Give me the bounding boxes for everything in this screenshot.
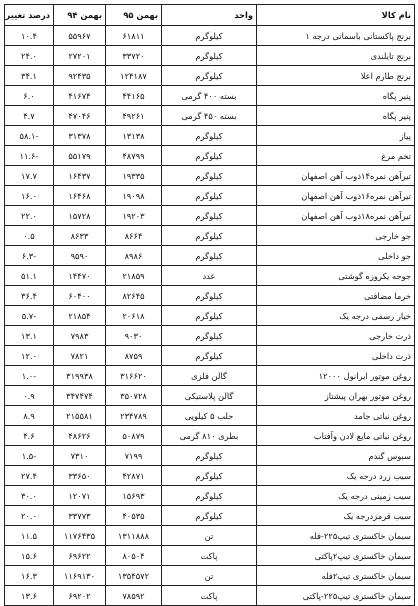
cell-price-95: ۸۲۶۴۵ (106, 286, 162, 306)
cell-unit: گالن پلاستیکی (162, 386, 257, 406)
cell-name: برنج تایلندی (257, 46, 415, 66)
cell-price-94: ۱۱۶۹۱۳۰ (54, 566, 106, 586)
cell-name: سیب زمینی درجه یک (257, 486, 415, 506)
cell-change: ۳۰.۰ (5, 486, 54, 506)
cell-price-94: ۱۲۰۷۱ (54, 486, 106, 506)
cell-price-94: ۶۹۲۰۲ (54, 586, 106, 606)
cell-price-94: ۳۳۶۵۰ (54, 466, 106, 486)
cell-price-95: ۶۱۸۱۱ (106, 26, 162, 46)
cell-unit: بطری ۸۱۰ گرمی (162, 426, 257, 446)
cell-price-95: ۱۵۶۹۳ (106, 486, 162, 506)
cell-unit: کیلوگرم (162, 486, 257, 506)
cell-price-94: ۱۶۴۶۸ (54, 186, 106, 206)
cell-name: پنیر پگاه (257, 106, 415, 126)
cell-name: جو داخلی (257, 246, 415, 266)
cell-name: تیرآهن نمره۱۸ذوب آهن اصفهان (257, 206, 415, 226)
header-price-94: بهمن ۹۴ (54, 5, 106, 26)
cell-price-94: ۶۰۴۰۰ (54, 286, 106, 306)
cell-change: ۰.۵ (5, 226, 54, 246)
cell-price-94: ۳۳۷۷۳ (54, 506, 106, 526)
cell-name: پیاز (257, 126, 415, 146)
cell-unit: بسته ۴۵۰ گرمی (162, 106, 257, 126)
cell-price-95: ۲۳۴۷۸۹ (106, 406, 162, 426)
cell-change: ۱۰.۴ (5, 26, 54, 46)
table-row (5, 486, 415, 506)
header-change: درصد تغییر (5, 5, 54, 26)
table-row (5, 206, 415, 226)
table-row (5, 306, 415, 326)
table-body (5, 26, 415, 606)
cell-unit: کیلوگرم (162, 46, 257, 66)
cell-price-95: ۸۶۶۴ (106, 226, 162, 246)
cell-change: ۰.۹ (5, 386, 54, 406)
cell-unit: پاکت (162, 586, 257, 606)
cell-change: -۵۸.۱ (5, 126, 54, 146)
cell-name: خرما مضافتی (257, 286, 415, 306)
cell-change: ۱۶.۳ (5, 566, 54, 586)
cell-price-95: ۱۹۲۰۳ (106, 206, 162, 226)
cell-name: ذرت خارجی (257, 326, 415, 346)
table-row (5, 346, 415, 366)
cell-unit: کیلوگرم (162, 146, 257, 166)
cell-price-94: ۷۳۱۰ (54, 446, 106, 466)
cell-price-94: ۹۵۹۰ (54, 246, 106, 266)
cell-change: -۱.۰ (5, 366, 54, 386)
table-row (5, 106, 415, 126)
cell-unit: کیلوگرم (162, 246, 257, 266)
cell-unit: کیلوگرم (162, 286, 257, 306)
cell-price-94: ۱۱۷۶۴۳۵ (54, 526, 106, 546)
cell-name: خیار رسمی درجه یک (257, 306, 415, 326)
header-unit: واحد (162, 5, 257, 26)
cell-unit: کیلوگرم (162, 326, 257, 346)
cell-price-94: ۴۱۶۷۴ (54, 86, 106, 106)
cell-name: سیب زرد درجه یک (257, 466, 415, 486)
cell-change: ۲۲.۰ (5, 206, 54, 226)
cell-price-94: ۴۸۶۲۶ (54, 426, 106, 446)
cell-unit: تن (162, 526, 257, 546)
cell-name: برنج پاکستانی باسماتی درجه ۱ (257, 26, 415, 46)
cell-change: ۱۵.۶ (5, 546, 54, 566)
cell-change: ۱۶.۰ (5, 186, 54, 206)
table-row (5, 66, 415, 86)
table-row (5, 286, 415, 306)
cell-price-95: ۴۹۲۶۱ (106, 106, 162, 126)
cell-price-95: ۲۰۶۱۸ (106, 306, 162, 326)
cell-price-95: ۱۹۰۹۸ (106, 186, 162, 206)
cell-name: تخم مرغ (257, 146, 415, 166)
cell-name: پنیر پگاه (257, 86, 415, 106)
cell-price-94: ۱۵۷۲۸ (54, 206, 106, 226)
cell-price-95: ۹۰۳۰ (106, 326, 162, 346)
table-row (5, 266, 415, 286)
cell-unit: پاکت (162, 546, 257, 566)
table-row (5, 146, 415, 166)
cell-price-95: ۴۴۱۶۵ (106, 86, 162, 106)
cell-change: ۳۶.۴ (5, 286, 54, 306)
table-row (5, 386, 415, 406)
cell-unit: کیلوگرم (162, 466, 257, 486)
cell-price-94: ۷۹۸۳ (54, 326, 106, 346)
table-row (5, 326, 415, 346)
cell-name: برنج طارم اعلا (257, 66, 415, 86)
cell-price-95: ۴۰۵۳۵ (106, 506, 162, 526)
cell-unit: کیلوگرم (162, 506, 257, 526)
cell-name: جوجه یکروزه گوشتی (257, 266, 415, 286)
cell-unit: کیلوگرم (162, 306, 257, 326)
cell-name: روغن موتور بهران پیشتاز (257, 386, 415, 406)
cell-price-95: ۴۲۸۷۱ (106, 466, 162, 486)
table-row (5, 426, 415, 446)
price-table (4, 4, 415, 606)
table-row (5, 26, 415, 46)
cell-name: جو خارجی (257, 226, 415, 246)
cell-name: سیمان خاکستری تیپ۲فله (257, 566, 415, 586)
cell-price-95: ۸۰۵۰۴ (106, 546, 162, 566)
cell-price-94: ۳۴۷۴۷۴ (54, 386, 106, 406)
cell-name: روغن موتور ایرانول ۱۲۰۰۰ (257, 366, 415, 386)
cell-change: -۱.۵ (5, 446, 54, 466)
cell-price-94: ۱۴۴۷۰ (54, 266, 106, 286)
table-row (5, 166, 415, 186)
cell-unit: کیلوگرم (162, 446, 257, 466)
cell-unit: کیلوگرم (162, 346, 257, 366)
cell-price-95: ۱۳۱۳۸ (106, 126, 162, 146)
table-row (5, 406, 415, 426)
cell-change: ۴.۶ (5, 426, 54, 446)
cell-change: ۱۷.۷ (5, 166, 54, 186)
cell-price-94: ۲۱۵۵۸۱ (54, 406, 106, 426)
cell-name: سیمان خاکستری تیپ۲۲۵-پاکتی (257, 586, 415, 606)
cell-change: -۱۱.۶ (5, 146, 54, 166)
cell-price-95: ۱۳۵۴۵۷۲ (106, 566, 162, 586)
table-row (5, 586, 415, 606)
cell-unit: کیلوگرم (162, 126, 257, 146)
cell-name: ذرت داخلی (257, 346, 415, 366)
cell-unit: بسته ۴۰۰ گرمی (162, 86, 257, 106)
cell-unit: کیلوگرم (162, 66, 257, 86)
cell-name: روغن نباتی مایع لادن وآفتاب (257, 426, 415, 446)
table-row (5, 366, 415, 386)
table-row (5, 86, 415, 106)
table-row (5, 46, 415, 66)
table-header (5, 5, 415, 26)
cell-name: سیمان خاکستری تیپ۲۲۵-فله (257, 526, 415, 546)
cell-name: سیب قرمزدرجه یک (257, 506, 415, 526)
cell-unit: تن (162, 566, 257, 586)
table-row (5, 546, 415, 566)
cell-change: ۸.۹ (5, 406, 54, 426)
cell-price-95: ۲۱۸۵۹ (106, 266, 162, 286)
cell-name: تیرآهن نمره۱۶ذوب آهن اصفهان (257, 186, 415, 206)
cell-unit: کیلوگرم (162, 206, 257, 226)
table-row (5, 246, 415, 266)
cell-price-95: ۱۹۳۳۵ (106, 166, 162, 186)
table-row (5, 566, 415, 586)
table-row (5, 226, 415, 246)
cell-price-94: ۲۱۸۵۴ (54, 306, 106, 326)
cell-change: ۴.۷ (5, 106, 54, 126)
cell-unit: کیلوگرم (162, 166, 257, 186)
cell-price-95: ۵۰۸۷۹ (106, 426, 162, 446)
cell-price-95: ۳۱۶۶۲۰ (106, 366, 162, 386)
cell-change: ۲۴.۰ (5, 46, 54, 66)
cell-price-95: ۱۳۱۱۸۸۸ (106, 526, 162, 546)
cell-change: ۱۳.۶ (5, 586, 54, 606)
header-row (5, 5, 415, 26)
table-row (5, 526, 415, 546)
cell-price-95: ۱۲۴۱۸۷ (106, 66, 162, 86)
table-row (5, 126, 415, 146)
cell-price-95: ۸۷۵۹ (106, 346, 162, 366)
table-row (5, 506, 415, 526)
cell-unit: عدد (162, 266, 257, 286)
cell-unit: کیلوگرم (162, 226, 257, 246)
table-row (5, 186, 415, 206)
cell-change: ۲۷.۴ (5, 466, 54, 486)
cell-change: ۶.۰ (5, 86, 54, 106)
cell-price-95: ۳۳۷۲۰ (106, 46, 162, 66)
cell-change: ۳۴.۱ (5, 66, 54, 86)
cell-change: ۱۲.۰ (5, 346, 54, 366)
cell-unit: کیلوگرم (162, 186, 257, 206)
cell-price-94: ۵۵۱۷۹ (54, 146, 106, 166)
header-name: نام کالا (257, 5, 415, 26)
cell-change: ۲۰.۰ (5, 506, 54, 526)
cell-name: سبوس گندم (257, 446, 415, 466)
cell-price-95: ۴۸۷۹۹ (106, 146, 162, 166)
cell-price-94: ۱۶۴۳۷ (54, 166, 106, 186)
cell-change: -۵.۷ (5, 306, 54, 326)
table-row (5, 466, 415, 486)
cell-price-94: ۳۱۹۹۳۸ (54, 366, 106, 386)
cell-change: ۱۱.۵ (5, 526, 54, 546)
cell-change: ۱۳.۱ (5, 326, 54, 346)
cell-price-94: ۶۹۶۲۲ (54, 546, 106, 566)
table-row (5, 446, 415, 466)
cell-price-94: ۲۷۲۰۱ (54, 46, 106, 66)
cell-unit: حلب ۵ کیلویی (162, 406, 257, 426)
cell-change: -۶.۳ (5, 246, 54, 266)
cell-price-94: ۷۸۲۱ (54, 346, 106, 366)
cell-name: تیرآهن نمره۱۴ذوب آهن اصفهان (257, 166, 415, 186)
cell-price-94: ۴۷۰۴۶ (54, 106, 106, 126)
cell-price-94: ۹۲۴۳۵ (54, 66, 106, 86)
header-price-95: بهمن ۹۵ (106, 5, 162, 26)
cell-unit: کیلوگرم (162, 26, 257, 46)
cell-price-95: ۷۱۹۹ (106, 446, 162, 466)
cell-change: ۵۱.۱ (5, 266, 54, 286)
cell-name: سیمان خاکستری تیپ۲پاکتی (257, 546, 415, 566)
cell-price-95: ۳۵۰۷۲۸ (106, 386, 162, 406)
cell-price-95: ۸۹۸۶ (106, 246, 162, 266)
cell-price-94: ۵۵۹۶۷ (54, 26, 106, 46)
cell-unit: گالن فلزی (162, 366, 257, 386)
cell-price-95: ۷۸۵۹۲ (106, 586, 162, 606)
cell-name: روغن نباتی جامد (257, 406, 415, 426)
cell-price-94: ۳۱۳۷۸ (54, 126, 106, 146)
cell-price-94: ۸۶۳۳ (54, 226, 106, 246)
